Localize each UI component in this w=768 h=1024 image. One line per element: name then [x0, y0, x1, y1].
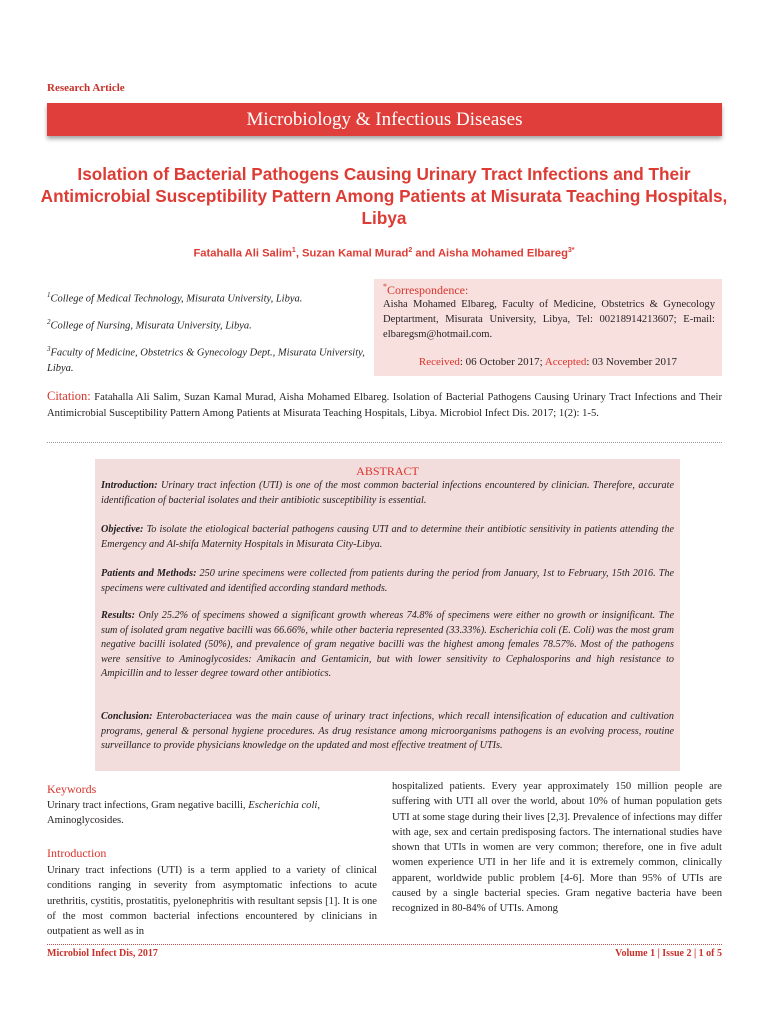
abstract-section-label: Patients and Methods: — [101, 568, 197, 579]
affiliation-superscript: 1 — [47, 291, 51, 299]
author-list — [40, 247, 728, 260]
author-superscript: 1 — [291, 247, 296, 254]
footer-volume: Volume 1 | Issue 2 | 1 of 5 — [615, 948, 722, 959]
abstract-section-label: Results: — [101, 610, 135, 621]
correspondence-text: Aisha Mohamed Elbareg, Faculty of Medicine, Obstetrics & Gynecology Deptartment, Misurata University, Libya, Tel: 00218914213607; E-mail: elbaregsm@hotmail.com. — [383, 299, 715, 340]
journal-banner: Microbiology & Infectious Diseases — [47, 103, 722, 136]
abstract-methods — [101, 567, 674, 596]
article-title: Isolation of Bacterial Pathogens Causing Urinary Tract Infections and Their Antimicrobial Susceptibility Pattern Among Patients at Misurata Teaching Hospitals, Libya — [40, 164, 728, 228]
introduction-heading: Introduction — [47, 846, 107, 860]
abstract-objective — [101, 523, 674, 552]
article-type-label: Research Article — [47, 82, 125, 94]
footer-journal: Microbiol Infect Dis, 2017 — [47, 948, 158, 959]
abstract-section-label: Conclusion: — [101, 711, 153, 722]
affiliation — [47, 315, 367, 334]
accepted-label: Accepted — [544, 356, 587, 368]
citation-label: Citation: — [47, 389, 91, 403]
abstract-section-label: Introduction: — [101, 480, 158, 491]
correspondence-heading — [383, 282, 468, 298]
citation — [47, 389, 722, 421]
correspondence-star: * — [383, 282, 387, 291]
author-name: Suzan Kamal Murad — [302, 247, 409, 260]
abstract-section-text: Urinary tract infection (UTI) is one of the most common bacterial infections encountered by clinician. Therefore, accurate identification of bacterial isolates and their antibiotic susceptibility is essential. — [101, 480, 674, 506]
keywords-italic: Escherichia coli — [248, 800, 318, 811]
received-label: Received — [418, 356, 460, 368]
author-superscript: 3* — [567, 247, 575, 254]
affiliation-text: College of Nursing, Misurata University, Libya. — [50, 320, 252, 332]
author-name: Aisha Mohamed Elbareg — [437, 247, 568, 260]
article-dates — [374, 356, 722, 368]
author-name: Fatahalla Ali Salim — [193, 247, 292, 260]
footer-divider — [47, 944, 722, 945]
affiliation-text: College of Medical Technology, Misurata University, Libya. — [50, 293, 303, 305]
abstract-section-text: 250 urine specimens were collected from patients during the period from January, 1st to February, 15th 2016. The specimens were cultivated and identified according standard methods. — [101, 568, 674, 594]
abstract-conclusion — [101, 710, 674, 754]
affiliation — [47, 288, 367, 307]
author-separator: and — [412, 247, 438, 260]
keywords-part: Urinary tract infections, Gram negative bacilli, — [47, 800, 249, 811]
abstract-results — [101, 609, 674, 682]
affiliation-superscript: 2 — [47, 318, 51, 326]
author-separator: , — [295, 247, 303, 260]
affiliation-text: Faculty of Medicine, Obstetrics & Gynecology Dept., Misurata University, Libya. — [47, 347, 365, 374]
author-superscript: 2 — [408, 247, 413, 254]
abstract-section-text: Only 25.2% of specimens showed a significant growth whereas 74.8% of specimens were either no growth or insignificant. The sum of isolated gram negative bacilli was 66.66%, while other bacteria represented (33.33%). Escherichia coli (E. Coli) was the most gram negative bacilli isolated (50%), and prevalence of gram negative bacilli was the highest among females 78.57%. Most of the pathogens were sensitive to Aminoglycosides: Amikacin and Gentamicin, but with lower sensitivity to Cephalosporins and high resistance to Ampicillin and to lesser degree toward other antibiotics. — [101, 610, 674, 679]
keywords-part: , Aminoglycosides. — [47, 800, 321, 827]
introduction-left-column: Urinary tract infections (UTI) is a term applied to a variety of clinical conditions ranging in severity from asymptomatic infections to acute urethritis, cystitis, prostatitis, pyelonephritis with resultant sepsis [1]. It is one of the most common bacterial infections encountered by clinicians in outpatient as well as in — [47, 865, 377, 938]
introduction-right-column: hospitalized patients. Every year approximately 150 million people are suffering with UTI all over the world, about 10% of human population gets UTI at some stage during their lives [2,3]. Prevalence of infections may differ with age, sex and certain predisposing factors. The international studies have shown that UTIs in women are very common; therefore, one in five adult women experience UTI in her life and it is extremely common, clinically apparent, worldwide public problem [4-6]. More than 95% of UTIs are caused by a single bacterial species. Gram negative bacteria have been recognized in 80-84% of UTIs. Among — [392, 781, 722, 915]
affiliation-superscript: 3 — [47, 345, 51, 353]
keywords-heading: Keywords — [47, 782, 97, 796]
abstract-section-text: Enterobacteriacea was the main cause of urinary tract infections, which recall intensification of education and cultivation programs, general & personal hygiene procedures. As drug resistance among microorganisms pathogens is an evolving process, routine surveillance to provide physicians knowledge on the updated and most effective treatment of UTIs. — [101, 711, 674, 751]
received-date: : 06 October 2017; — [459, 356, 545, 368]
affiliation — [47, 342, 367, 376]
abstract-introduction — [101, 479, 674, 508]
citation-text: Fatahalla Ali Salim, Suzan Kamal Murad, Aisha Mohamed Elbareg. Isolation of Bacterial Pathogens Causing Urinary Tract Infections and Their Antimicrobial Susceptibility Pattern Among Patients at Misurata Teaching Hospitals, Libya. Microbiol Infect Dis. 2017; 1(2): 1-5. — [47, 392, 723, 419]
abstract-section-label: Objective: — [101, 524, 144, 535]
keywords-text — [47, 798, 377, 829]
accepted-date: : 03 November 2017 — [586, 356, 678, 368]
citation-divider — [47, 442, 722, 443]
correspondence-label: Correspondence: — [387, 283, 469, 297]
abstract-section-text: To isolate the etiological bacterial pathogens causing UTI and to determine their antibiotic sensitivity in patients attending the Emergency and Al-shifa Maternity Hospitals in Misurata City-Libya. — [101, 524, 674, 550]
abstract-heading: ABSTRACT — [356, 464, 419, 478]
